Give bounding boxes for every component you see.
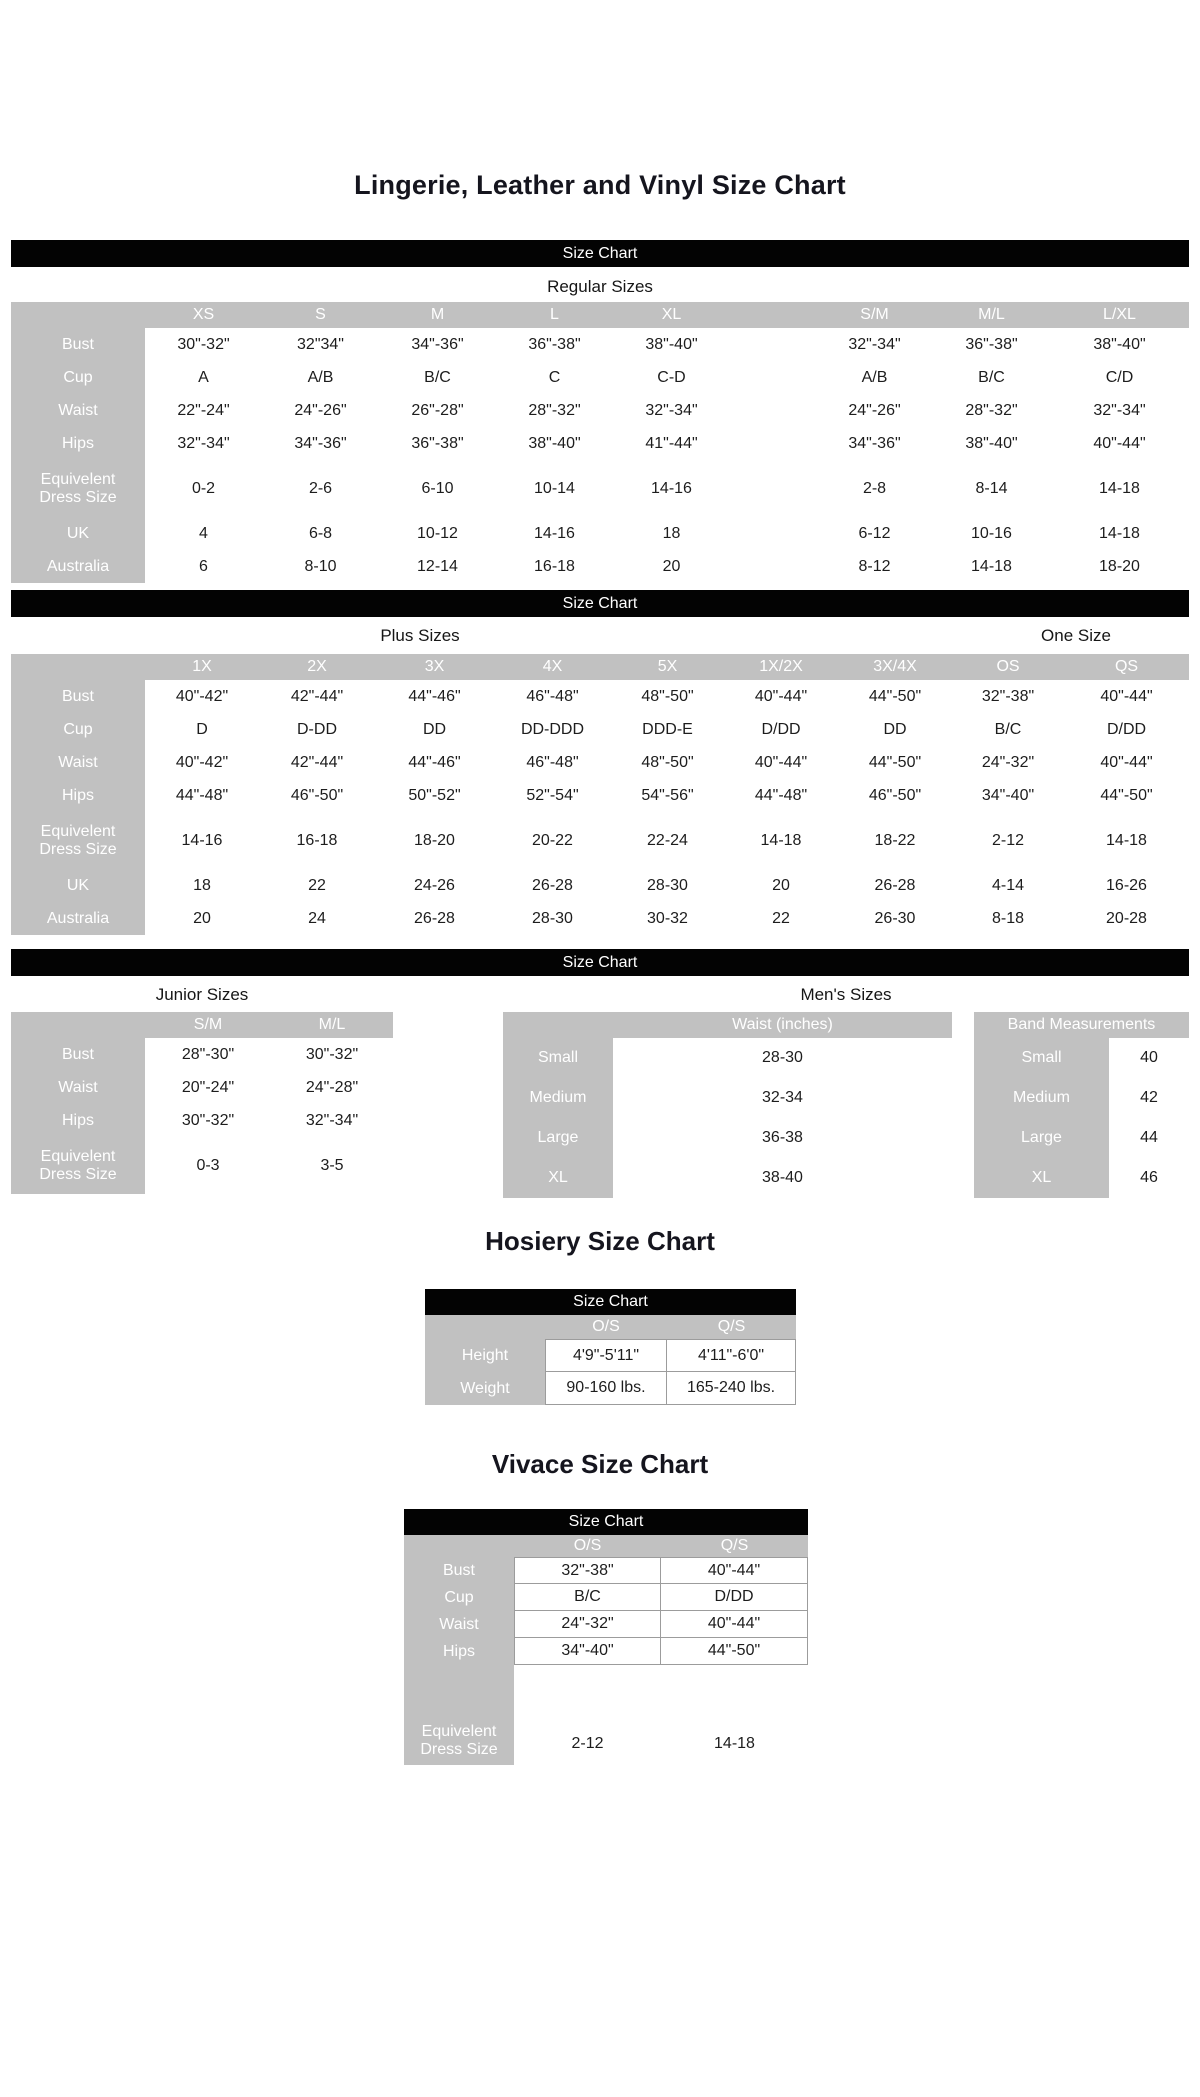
regular-cell-uk-8: 14-18 bbox=[1050, 517, 1189, 550]
plus-cell-uk-2: 24-26 bbox=[375, 869, 494, 902]
regular-cell-bust-2: 34"-36" bbox=[379, 328, 496, 361]
regular-cell-hips-6: 34"-36" bbox=[816, 427, 933, 460]
plus-row-label-waist: Waist bbox=[11, 746, 145, 779]
plus-col-3x-4x: 3X/4X bbox=[838, 654, 952, 680]
vivace-cell-waist-1: 40"-44" bbox=[661, 1611, 808, 1638]
plus-cell-hips-4: 54"-56" bbox=[611, 779, 724, 812]
regular-cell-cup-2: B/C bbox=[379, 361, 496, 394]
plus-corner bbox=[11, 654, 145, 680]
regular-cell-australia-8: 18-20 bbox=[1050, 550, 1189, 583]
regular-cell-hips-3: 38"-40" bbox=[496, 427, 613, 460]
hosiery-cell-height-1: 4'11"-6'0" bbox=[667, 1339, 796, 1372]
hosiery-col-o-s: O/S bbox=[545, 1315, 667, 1339]
plus-cell-uk-5: 20 bbox=[724, 869, 838, 902]
size-chart-bar-hosiery bbox=[425, 1289, 796, 1315]
regular-cell-cup-1: A/B bbox=[262, 361, 379, 394]
regular-cell-cup-6: A/B bbox=[816, 361, 933, 394]
plus-cell-equivelent-dress-size-4: 22-24 bbox=[611, 812, 724, 869]
plus-cell-equivelent-dress-size-1: 16-18 bbox=[259, 812, 375, 869]
plus-cell-waist-2: 44"-46" bbox=[375, 746, 494, 779]
regular-cell-cup-5 bbox=[730, 361, 816, 394]
regular-cell-equivelent-dress-size-0: 0-2 bbox=[145, 460, 262, 517]
vivace-cell-bust-1: 40"-44" bbox=[661, 1557, 808, 1584]
plus-cell-australia-6: 26-30 bbox=[838, 902, 952, 935]
regular-cell-hips-1: 34"-36" bbox=[262, 427, 379, 460]
plus-cell-cup-0: D bbox=[145, 713, 259, 746]
plus-col-5x: 5X bbox=[611, 654, 724, 680]
plus-cell-australia-3: 28-30 bbox=[494, 902, 611, 935]
plus-cell-waist-7: 24"-32" bbox=[952, 746, 1064, 779]
one-size-label: One Size bbox=[1041, 626, 1111, 645]
junior-cell-hips-1: 32"-34" bbox=[271, 1104, 393, 1137]
regular-row-label-cup: Cup bbox=[11, 361, 145, 394]
plus-cell-australia-5: 22 bbox=[724, 902, 838, 935]
plus-cell-hips-5: 44"-48" bbox=[724, 779, 838, 812]
hosiery-heading: Hosiery Size Chart bbox=[485, 1226, 715, 1256]
plus-cell-equivelent-dress-size-3: 20-22 bbox=[494, 812, 611, 869]
plus-col-2x: 2X bbox=[259, 654, 375, 680]
plus-cell-equivelent-dress-size-6: 18-22 bbox=[838, 812, 952, 869]
hosiery-row-label-weight: Weight bbox=[425, 1372, 545, 1405]
plus-cell-waist-8: 40"-44" bbox=[1064, 746, 1189, 779]
plus-col-1x: 1X bbox=[145, 654, 259, 680]
regular-cell-uk-7: 10-16 bbox=[933, 517, 1050, 550]
size-chart-bar-label: Size Chart bbox=[568, 1513, 644, 1530]
regular-cell-bust-3: 36"-38" bbox=[496, 328, 613, 361]
plus-cell-australia-4: 30-32 bbox=[611, 902, 724, 935]
plus-cell-bust-8: 40"-44" bbox=[1064, 680, 1189, 713]
vivace-col-o-s: O/S bbox=[514, 1535, 661, 1557]
regular-cell-bust-8: 38"-40" bbox=[1050, 328, 1189, 361]
plus-cell-australia-8: 20-28 bbox=[1064, 902, 1189, 935]
regular-cell-australia-5 bbox=[730, 550, 816, 583]
mens-waist-value-large: 36-38 bbox=[613, 1118, 952, 1158]
plus-cell-bust-6: 44"-50" bbox=[838, 680, 952, 713]
mens-band-table bbox=[974, 1012, 1189, 1198]
regular-row-label-uk: UK bbox=[11, 517, 145, 550]
junior-cell-bust-1: 30"-32" bbox=[271, 1038, 393, 1071]
plus-cell-australia-0: 20 bbox=[145, 902, 259, 935]
regular-cell-australia-6: 8-12 bbox=[816, 550, 933, 583]
regular-cell-hips-5 bbox=[730, 427, 816, 460]
regular-col-xs: XS bbox=[145, 302, 262, 328]
junior-cell-waist-1: 24"-28" bbox=[271, 1071, 393, 1104]
mens-band-value-small: 40 bbox=[1109, 1038, 1189, 1078]
plus-row-label-hips: Hips bbox=[11, 779, 145, 812]
junior-mens-section-labels bbox=[11, 985, 1189, 1005]
regular-cell-bust-6: 32"-34" bbox=[816, 328, 933, 361]
plus-sizes-label: Plus Sizes bbox=[380, 626, 460, 645]
junior-cell-waist-0: 20"-24" bbox=[145, 1071, 271, 1104]
regular-cell-bust-5 bbox=[730, 328, 816, 361]
mens-waist-label-large: Large bbox=[503, 1118, 613, 1158]
vivace-col-q-s: Q/S bbox=[661, 1535, 808, 1557]
regular-col-l: L bbox=[496, 302, 613, 328]
regular-cell-equivelent-dress-size-8: 14-18 bbox=[1050, 460, 1189, 517]
plus-cell-uk-0: 18 bbox=[145, 869, 259, 902]
regular-sizes-label: Regular Sizes bbox=[547, 277, 653, 296]
plus-cell-waist-1: 42"-44" bbox=[259, 746, 375, 779]
mens-waist-header: Waist (inches) bbox=[503, 1012, 952, 1038]
plus-cell-bust-3: 46"-48" bbox=[494, 680, 611, 713]
regular-cell-bust-1: 32"34" bbox=[262, 328, 379, 361]
plus-cell-waist-5: 40"-44" bbox=[724, 746, 838, 779]
size-chart-bar-plus bbox=[11, 590, 1189, 617]
regular-cell-waist-8: 32"-34" bbox=[1050, 394, 1189, 427]
mens-band-value-medium: 42 bbox=[1109, 1078, 1189, 1118]
regular-cell-hips-2: 36"-38" bbox=[379, 427, 496, 460]
junior-corner bbox=[11, 1012, 145, 1038]
plus-cell-equivelent-dress-size-7: 2-12 bbox=[952, 812, 1064, 869]
plus-row-label-equivelent-dress-size: Equivelent Dress Size bbox=[11, 812, 145, 869]
vivace-cell-hips-0: 34"-40" bbox=[514, 1638, 661, 1665]
size-chart-bar-label: Size Chart bbox=[562, 244, 638, 262]
plus-cell-australia-1: 24 bbox=[259, 902, 375, 935]
hosiery-cell-weight-1: 165-240 lbs. bbox=[667, 1372, 796, 1405]
regular-col-l-xl: L/XL bbox=[1050, 302, 1189, 328]
plus-cell-bust-0: 40"-42" bbox=[145, 680, 259, 713]
regular-cell-equivelent-dress-size-5 bbox=[730, 460, 816, 517]
regular-cell-waist-4: 32"-34" bbox=[613, 394, 730, 427]
hosiery-cell-weight-0: 90-160 lbs. bbox=[545, 1372, 667, 1405]
regular-cell-hips-7: 38"-40" bbox=[933, 427, 1050, 460]
vivace-heading: Vivace Size Chart bbox=[491, 1449, 709, 1479]
regular-cell-uk-0: 4 bbox=[145, 517, 262, 550]
plus-sizes-table bbox=[11, 654, 1189, 935]
plus-cell-cup-7: B/C bbox=[952, 713, 1064, 746]
regular-cell-bust-4: 38"-40" bbox=[613, 328, 730, 361]
regular-cell-cup-0: A bbox=[145, 361, 262, 394]
regular-cell-australia-3: 16-18 bbox=[496, 550, 613, 583]
hosiery-col-q-s: Q/S bbox=[667, 1315, 796, 1339]
junior-col-s-m: S/M bbox=[145, 1012, 271, 1038]
regular-row-label-bust: Bust bbox=[11, 328, 145, 361]
plus-cell-cup-5: D/DD bbox=[724, 713, 838, 746]
plus-cell-uk-1: 22 bbox=[259, 869, 375, 902]
regular-cell-uk-3: 14-16 bbox=[496, 517, 613, 550]
size-chart-bar-regular bbox=[11, 240, 1189, 267]
mens-sizes-label: Men's Sizes bbox=[800, 985, 892, 1004]
vivace-corner bbox=[404, 1535, 514, 1557]
plus-cell-cup-2: DD bbox=[375, 713, 494, 746]
plus-cell-equivelent-dress-size-8: 14-18 bbox=[1064, 812, 1189, 869]
plus-cell-hips-8: 44"-50" bbox=[1064, 779, 1189, 812]
size-chart-bar-vivace bbox=[404, 1509, 808, 1535]
mens-waist-value-xl: 38-40 bbox=[613, 1158, 952, 1198]
regular-cell-waist-5 bbox=[730, 394, 816, 427]
regular-cell-equivelent-dress-size-1: 2-6 bbox=[262, 460, 379, 517]
regular-cell-cup-8: C/D bbox=[1050, 361, 1189, 394]
vivace-row-label-waist: Waist bbox=[404, 1611, 514, 1638]
junior-row-label-waist: Waist bbox=[11, 1071, 145, 1104]
regular-cell-australia-7: 14-18 bbox=[933, 550, 1050, 583]
size-chart-bar-label: Size Chart bbox=[562, 953, 638, 971]
regular-cell-cup-3: C bbox=[496, 361, 613, 394]
regular-col-spacer bbox=[730, 302, 816, 328]
vivace-row-label-equivelent-dress-size: Equivelent Dress Size bbox=[404, 1665, 514, 1765]
regular-row-label-hips: Hips bbox=[11, 427, 145, 460]
mens-band-label-xl: XL bbox=[974, 1158, 1109, 1198]
plus-col-3x: 3X bbox=[375, 654, 494, 680]
plus-cell-bust-1: 42"-44" bbox=[259, 680, 375, 713]
plus-cell-bust-2: 44"-46" bbox=[375, 680, 494, 713]
regular-cell-australia-2: 12-14 bbox=[379, 550, 496, 583]
plus-row-label-cup: Cup bbox=[11, 713, 145, 746]
regular-cell-bust-7: 36"-38" bbox=[933, 328, 1050, 361]
junior-row-label-bust: Bust bbox=[11, 1038, 145, 1071]
vivace-cell-cup-0: B/C bbox=[514, 1584, 661, 1611]
junior-cell-equivelent-dress-size-0: 0-3 bbox=[145, 1137, 271, 1194]
plus-col-os: OS bbox=[952, 654, 1064, 680]
plus-cell-uk-7: 4-14 bbox=[952, 869, 1064, 902]
regular-cell-australia-1: 8-10 bbox=[262, 550, 379, 583]
regular-col-s: S bbox=[262, 302, 379, 328]
junior-row-label-equivelent-dress-size: Equivelent Dress Size bbox=[11, 1137, 145, 1194]
size-chart-bar-label: Size Chart bbox=[573, 1293, 648, 1310]
plus-row-label-bust: Bust bbox=[11, 680, 145, 713]
plus-cell-uk-8: 16-26 bbox=[1064, 869, 1189, 902]
regular-cell-waist-6: 24"-26" bbox=[816, 394, 933, 427]
regular-cell-uk-5 bbox=[730, 517, 816, 550]
plus-cell-hips-0: 44"-48" bbox=[145, 779, 259, 812]
plus-cell-australia-2: 26-28 bbox=[375, 902, 494, 935]
plus-cell-waist-4: 48"-50" bbox=[611, 746, 724, 779]
junior-col-m-l: M/L bbox=[271, 1012, 393, 1038]
regular-cell-waist-7: 28"-32" bbox=[933, 394, 1050, 427]
regular-cell-uk-1: 6-8 bbox=[262, 517, 379, 550]
regular-col-m: M bbox=[379, 302, 496, 328]
plus-cell-waist-3: 46"-48" bbox=[494, 746, 611, 779]
vivace-table bbox=[404, 1509, 808, 1765]
mens-band-header: Band Measurements bbox=[974, 1012, 1189, 1038]
regular-cell-equivelent-dress-size-3: 10-14 bbox=[496, 460, 613, 517]
regular-cell-waist-2: 26"-28" bbox=[379, 394, 496, 427]
regular-col-m-l: M/L bbox=[933, 302, 1050, 328]
plus-section-labels bbox=[11, 626, 1189, 646]
regular-cell-uk-4: 18 bbox=[613, 517, 730, 550]
plus-cell-cup-6: DD bbox=[838, 713, 952, 746]
regular-col-xl: XL bbox=[613, 302, 730, 328]
mens-band-label-small: Small bbox=[974, 1038, 1109, 1078]
hosiery-grid bbox=[425, 1315, 796, 1405]
plus-cell-hips-1: 46"-50" bbox=[259, 779, 375, 812]
plus-col-qs: QS bbox=[1064, 654, 1189, 680]
regular-cell-equivelent-dress-size-7: 8-14 bbox=[933, 460, 1050, 517]
regular-cell-australia-0: 6 bbox=[145, 550, 262, 583]
vivace-cell-bust-0: 32"-38" bbox=[514, 1557, 661, 1584]
plus-cell-hips-7: 34"-40" bbox=[952, 779, 1064, 812]
plus-row-label-uk: UK bbox=[11, 869, 145, 902]
mens-waist-label-medium: Medium bbox=[503, 1078, 613, 1118]
regular-cell-uk-6: 6-12 bbox=[816, 517, 933, 550]
size-chart-bar-junior-mens bbox=[11, 949, 1189, 976]
plus-cell-cup-3: DD-DDD bbox=[494, 713, 611, 746]
mens-waist-table bbox=[503, 1012, 952, 1198]
junior-cell-hips-0: 30"-32" bbox=[145, 1104, 271, 1137]
regular-cell-equivelent-dress-size-4: 14-16 bbox=[613, 460, 730, 517]
junior-sizes-table bbox=[11, 1012, 393, 1198]
regular-cell-waist-1: 24"-26" bbox=[262, 394, 379, 427]
plus-cell-waist-0: 40"-42" bbox=[145, 746, 259, 779]
hosiery-cell-height-0: 4'9"-5'11" bbox=[545, 1339, 667, 1372]
junior-cell-equivelent-dress-size-1: 3-5 bbox=[271, 1137, 393, 1194]
mens-waist-label-small: Small bbox=[503, 1038, 613, 1078]
plus-col-4x: 4X bbox=[494, 654, 611, 680]
plus-cell-hips-6: 46"-50" bbox=[838, 779, 952, 812]
mens-band-value-large: 44 bbox=[1109, 1118, 1189, 1158]
hosiery-corner bbox=[425, 1315, 545, 1339]
regular-cell-hips-0: 32"-34" bbox=[145, 427, 262, 460]
vivace-row-label-hips: Hips bbox=[404, 1638, 514, 1665]
plus-cell-australia-7: 8-18 bbox=[952, 902, 1064, 935]
regular-cell-waist-0: 22"-24" bbox=[145, 394, 262, 427]
regular-cell-hips-4: 41"-44" bbox=[613, 427, 730, 460]
plus-cell-cup-4: DDD-E bbox=[611, 713, 724, 746]
page-title: Lingerie, Leather and Vinyl Size Chart bbox=[354, 170, 846, 200]
plus-cell-waist-6: 44"-50" bbox=[838, 746, 952, 779]
hosiery-table bbox=[425, 1289, 796, 1405]
regular-col-s-m: S/M bbox=[816, 302, 933, 328]
plus-row-label-australia: Australia bbox=[11, 902, 145, 935]
junior-sizes-label: Junior Sizes bbox=[155, 985, 249, 1004]
mens-band-label-large: Large bbox=[974, 1118, 1109, 1158]
regular-sizes-table bbox=[11, 302, 1189, 583]
plus-cell-uk-4: 28-30 bbox=[611, 869, 724, 902]
mens-sizes-table bbox=[503, 1012, 1189, 1198]
regular-cell-hips-8: 40"-44" bbox=[1050, 427, 1189, 460]
regular-cell-cup-4: C-D bbox=[613, 361, 730, 394]
mens-waist-value-medium: 32-34 bbox=[613, 1078, 952, 1118]
page bbox=[11, 170, 1189, 1765]
plus-cell-hips-2: 50"-52" bbox=[375, 779, 494, 812]
regular-cell-equivelent-dress-size-6: 2-8 bbox=[816, 460, 933, 517]
vivace-row-label-cup: Cup bbox=[404, 1584, 514, 1611]
regular-cell-bust-0: 30"-32" bbox=[145, 328, 262, 361]
plus-cell-cup-8: D/DD bbox=[1064, 713, 1189, 746]
plus-cell-cup-1: D-DD bbox=[259, 713, 375, 746]
vivace-cell-equivelent-dress-size-0: 2-12 bbox=[514, 1665, 661, 1765]
plus-cell-uk-3: 26-28 bbox=[494, 869, 611, 902]
mens-waist-value-small: 28-30 bbox=[613, 1038, 952, 1078]
plus-cell-equivelent-dress-size-5: 14-18 bbox=[724, 812, 838, 869]
plus-cell-bust-4: 48"-50" bbox=[611, 680, 724, 713]
junior-mens-tables bbox=[11, 1012, 1189, 1198]
vivace-cell-cup-1: D/DD bbox=[661, 1584, 808, 1611]
size-chart-bar-label: Size Chart bbox=[562, 594, 638, 612]
plus-cell-uk-6: 26-28 bbox=[838, 869, 952, 902]
regular-row-label-waist: Waist bbox=[11, 394, 145, 427]
regular-cell-equivelent-dress-size-2: 6-10 bbox=[379, 460, 496, 517]
regular-cell-waist-3: 28"-32" bbox=[496, 394, 613, 427]
mens-waist-label-xl: XL bbox=[503, 1158, 613, 1198]
mens-band-value-xl: 46 bbox=[1109, 1158, 1189, 1198]
vivace-cell-equivelent-dress-size-1: 14-18 bbox=[661, 1665, 808, 1765]
regular-row-label-australia: Australia bbox=[11, 550, 145, 583]
vivace-cell-waist-0: 24"-32" bbox=[514, 1611, 661, 1638]
regular-cell-cup-7: B/C bbox=[933, 361, 1050, 394]
regular-cell-uk-2: 10-12 bbox=[379, 517, 496, 550]
plus-col-1x-2x: 1X/2X bbox=[724, 654, 838, 680]
plus-cell-hips-3: 52"-54" bbox=[494, 779, 611, 812]
hosiery-row-label-height: Height bbox=[425, 1339, 545, 1372]
mens-band-label-medium: Medium bbox=[974, 1078, 1109, 1118]
plus-cell-equivelent-dress-size-0: 14-16 bbox=[145, 812, 259, 869]
vivace-row-label-bust: Bust bbox=[404, 1557, 514, 1584]
regular-corner bbox=[11, 302, 145, 328]
junior-row-label-hips: Hips bbox=[11, 1104, 145, 1137]
plus-cell-bust-7: 32"-38" bbox=[952, 680, 1064, 713]
plus-cell-bust-5: 40"-44" bbox=[724, 680, 838, 713]
regular-row-label-equivelent-dress-size: Equivelent Dress Size bbox=[11, 460, 145, 517]
vivace-cell-hips-1: 44"-50" bbox=[661, 1638, 808, 1665]
regular-cell-australia-4: 20 bbox=[613, 550, 730, 583]
vivace-grid bbox=[404, 1535, 808, 1765]
junior-cell-bust-0: 28"-30" bbox=[145, 1038, 271, 1071]
plus-cell-equivelent-dress-size-2: 18-20 bbox=[375, 812, 494, 869]
